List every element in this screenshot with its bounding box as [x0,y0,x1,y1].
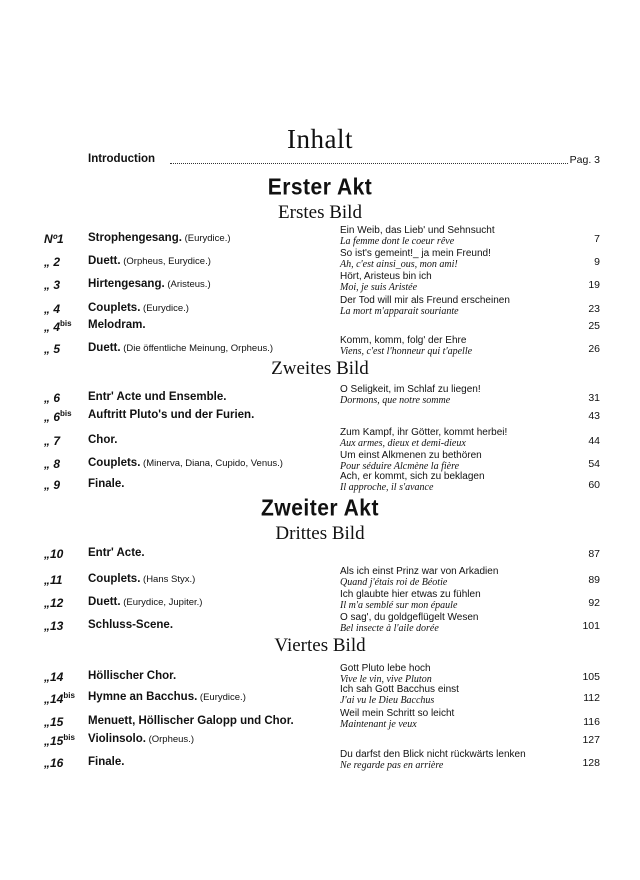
incipit-german: Als ich einst Prinz war von Arkadien [340,566,499,577]
entry-number: „ 6 [44,391,61,405]
entry-page: 116 [583,716,600,728]
entry-page: 7 [594,233,600,245]
entry-incipit [340,271,584,293]
entry-title: Finale. [88,756,125,768]
entry-incipit [340,684,584,706]
entry-characters: (Eurydice.) [181,233,231,244]
dot-leader [170,163,568,164]
incipit-german: Komm, komm, folg' der Ehre [340,335,467,346]
incipit-french: La femme dont le coeur rêve [340,236,455,247]
incipit-french: Vive le vin, vive Pluton [340,674,432,685]
entry-page: 105 [582,671,600,683]
incipit-french: Bel insecte à l'aile dorée [340,623,439,634]
bild-heading: Viertes Bild [274,635,366,656]
entry-number: „15 [44,715,64,729]
incipit-german: Ich glaubte hier etwas zu fühlen [340,589,481,600]
introduction-label: Introduction [88,153,156,165]
entry-number-suffix: bis [63,691,75,700]
entry-incipit [340,248,584,270]
incipit-french: Pour séduire Alcmène la fière [340,461,460,472]
bild-heading: Erstes Bild [278,202,362,223]
entry-number: $„15^{bis}$ [44,733,75,748]
introduction-page: Pag. 3 [569,154,600,166]
entry-incipit [340,749,584,771]
entry-page: 54 [588,458,600,470]
entry-title: Couplets. [88,302,141,314]
entry-title: Finale. [88,478,125,490]
entry-number: „ $6^{bis}$ [44,409,72,424]
entry-page: 19 [588,279,600,291]
entry-number: „12 [44,596,64,610]
incipit-german: So ist's gemeint!_ ja mein Freund! [340,248,491,259]
entry-title: Höllischer Chor. [88,670,177,682]
entry-page: 60 [588,479,600,491]
entry-page: 101 [582,620,600,632]
incipit-french: Maintenant je veux [340,719,417,730]
entry-page: 44 [588,435,600,447]
entry-number: Nº1 [44,232,64,246]
entry-title: Entr' Acte und Ensemble. [88,391,227,403]
entry-page: 25 [588,320,600,332]
incipit-french: Il approche, il s'avance [340,482,434,493]
incipit-german: Um einst Alkmenen zu bethören [340,450,482,461]
incipit-german: Gott Pluto lebe hoch [340,663,431,674]
entry-title: Schluss-Scene. [88,619,174,631]
entry-page: 87 [588,548,600,560]
incipit-french: Ah, c'est ainsi_ous, mon ami! [340,259,458,270]
entry-page: 112 [583,692,600,704]
entry-characters: (Hans Styx.) [140,574,196,585]
incipit-french: J'ai vu le Dieu Bacchus [340,695,435,706]
entry-number: „11 [44,573,63,587]
entry-characters: (Die öffentliche Meinung, Orpheus.) [120,343,274,354]
page-title: Inhalt [287,124,353,154]
bild-heading: Zweites Bild [271,358,369,379]
entry-title: Hymne an Bacchus. [88,691,198,703]
contents-entry [0,472,640,502]
entry-number-suffix: bis [63,733,75,742]
entry-incipit [340,384,584,406]
incipit-german: O sag', du goldgeflügelt Wesen [340,612,479,623]
incipit-german: O Seligkeit, im Schlaf zu liegen! [340,384,481,395]
entry-characters: (Eurydice, Jupiter.) [120,597,203,608]
entry-title: Chor. [88,434,118,446]
bild-heading: Drittes Bild [275,523,365,544]
entry-incipit [340,566,584,588]
entry-characters: (Minerva, Diana, Cupido, Venus.) [140,458,283,469]
entry-characters: (Orpheus.) [145,734,194,745]
incipit-german: Du darfst den Blick nicht rückwärts lenken [340,749,526,760]
entry-title: Menuett, Höllischer Galopp und Chor. [88,715,294,727]
entry-number: „ 2 [44,255,61,269]
act-heading: Zweiter Akt [261,496,379,521]
entry-title: Strophengesang. [88,232,182,244]
entry-title: Melodram. [88,319,146,331]
entry-number-suffix: bis [60,409,72,418]
entry-number: „ 4 [44,302,61,316]
entry-title: Hirtengesang. [88,278,165,290]
incipit-french: Aux armes, dieux et demi-dieux [340,438,466,449]
entry-number: „ $4^{bis}$ [44,319,72,334]
incipit-french: La mort m'apparait souriante [340,306,459,317]
incipit-german: Ich sah Gott Bacchus einst [340,684,459,695]
entry-incipit [340,663,584,685]
incipit-french: Ne regarde pas en arrière [340,760,444,771]
incipit-german: Zum Kampf, ihr Götter, kommt herbei! [340,427,508,438]
entry-characters: (Aristeus.) [164,279,211,290]
entry-page: 26 [588,343,600,355]
incipit-german: Ein Weib, das Lieb' und Sehnsucht [340,225,495,236]
entry-incipit [340,427,584,449]
entry-characters: (Eurydice.) [140,303,189,314]
entry-page: 89 [588,574,600,586]
entry-incipit [340,612,584,634]
entry-characters: (Orpheus, Eurydice.) [120,256,211,267]
entry-page: 23 [588,303,600,315]
entry-title: Couplets. [88,457,141,469]
entry-incipit [340,471,584,493]
incipit-german: Weil mein Schritt so leicht [340,708,455,719]
incipit-german: Der Tod will mir als Freund erscheinen [340,295,510,306]
incipit-french: Moi, je suis Aristée [340,282,418,293]
contents-entry [0,750,640,780]
entry-incipit [340,295,584,317]
entry-number: „ 8 [44,457,61,471]
incipit-french: Quand j'étais roi de Béotie [340,577,448,588]
entry-title: Entr' Acte. [88,547,145,559]
entry-page: 43 [588,410,600,422]
entry-number: „10 [44,547,64,561]
entry-number: „ 3 [44,278,61,292]
entry-number: „13 [44,619,64,633]
entry-title: Violinsolo. [88,733,146,745]
incipit-french: Il m'a semblé sur mon épaule [340,600,458,611]
entry-incipit [340,225,584,247]
entry-page: 31 [588,392,600,404]
entry-number: „ 9 [44,478,61,492]
entry-incipit [340,335,584,357]
entry-number: „14 [44,670,64,684]
incipit-german: Ach, er kommt, sich zu beklagen [340,471,485,482]
entry-number: „ 5 [44,342,61,356]
contents-entry [0,336,640,366]
entry-number: $„14^{bis}$ [44,691,75,706]
entry-characters: (Eurydice.) [197,692,246,703]
entry-page: 9 [594,256,600,268]
entry-incipit [340,708,584,730]
entry-title: Duett. [88,596,121,608]
entry-number-suffix: bis [60,319,72,328]
entry-title: Auftritt Pluto's und der Furien. [88,409,255,421]
entry-number: „16 [44,756,64,770]
entry-title: Duett. [88,255,121,267]
act-heading: Erster Akt [267,175,373,200]
incipit-french: Dormons, que notre somme [340,395,451,406]
contents-entry [0,613,640,643]
entry-page: 128 [582,757,600,769]
incipit-german: Hört, Aristeus bin ich [340,271,432,282]
entry-page: 127 [582,734,600,746]
incipit-french: Viens, c'est l'honneur qui t'apelle [340,346,473,357]
entry-number: „ 7 [44,434,61,448]
entry-title: Duett. [88,342,121,354]
entry-incipit [340,450,584,472]
entry-page: 92 [588,597,600,609]
entry-incipit [340,589,584,611]
entry-title: Couplets. [88,573,141,585]
